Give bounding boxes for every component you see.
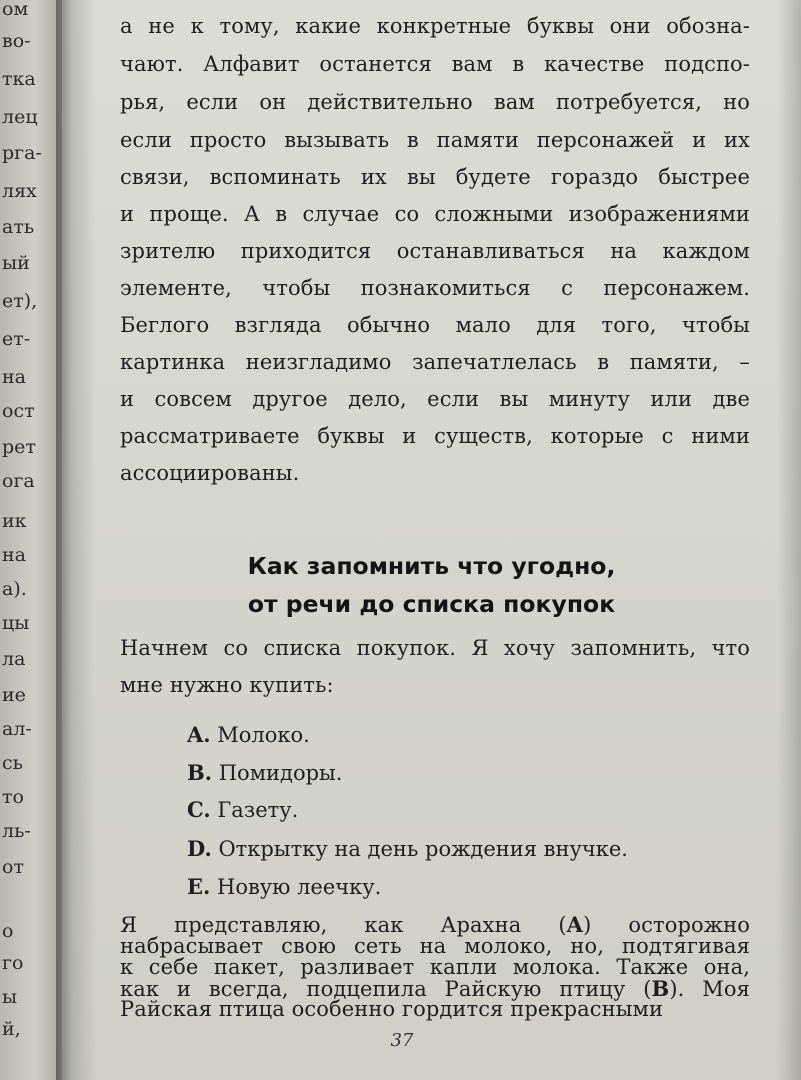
previous-page-text-fragment: ет- [2, 328, 31, 350]
list-marker: A. [187, 722, 211, 747]
text-line: а не к тому, какие конкретные буквы они обозна- [120, 14, 750, 38]
section-heading-line-2: от речи до списка покупок [247, 590, 616, 618]
previous-page-text-fragment: то [2, 786, 24, 808]
previous-page-text-fragment: тка [2, 68, 36, 90]
previous-page-text-fragment: го [2, 952, 24, 974]
text-line [120, 997, 663, 1021]
text-line: и проще. А в случае со сложными изображениями [120, 202, 750, 226]
previous-page-text-fragment: ый [2, 252, 30, 274]
bold-letter: B [651, 976, 670, 1001]
previous-page-text-fragment: цы [2, 612, 30, 634]
list-item-text: Молоко. [210, 723, 310, 747]
section-heading-line-1: Как запомнить что угодно, [247, 552, 616, 580]
previous-page-text-fragment: на [2, 366, 26, 388]
previous-page-text-fragment: ик [2, 510, 27, 532]
text-segment: как и всегда, подцепила Райскую птицу ( [120, 977, 652, 1001]
previous-page-text-fragment: ы [2, 986, 18, 1008]
previous-page-text-fragment: лях [2, 180, 37, 202]
text-segment: ). Моя [669, 977, 750, 1001]
text-line: рья, если он действительно вам потребуется, но [120, 90, 750, 114]
text-segment: к себе пакет, разливает капли молока. Также она, [120, 955, 750, 979]
previous-page-text-fragment: й, [2, 1018, 21, 1040]
list-marker: D. [187, 836, 212, 861]
text-segment: Я представляю, как Арахна ( [120, 913, 567, 937]
previous-page-text-fragment: ла [2, 648, 26, 670]
previous-page-text-fragment: рет [2, 436, 36, 458]
page-edge-shadow [777, 0, 801, 1080]
previous-page-text-fragment: лец [2, 106, 38, 128]
text-segment: набрасывает свою сеть на молоко, но, подтягивая [120, 934, 750, 958]
text-line: ассоциированы. [120, 461, 300, 485]
previous-page-text-fragment: во- [2, 30, 31, 52]
list-item-text: Открытку на день рождения внучке. [211, 837, 628, 861]
book-gutter-shadow [56, 0, 96, 1080]
text-segment: Райская птица особенно гордится прекрасными [120, 997, 664, 1021]
text-line: элементе, чтобы познакомиться с персонажем. [120, 276, 750, 300]
previous-page-text-fragment: о [2, 920, 14, 942]
previous-page-text-fragment: ать [2, 216, 35, 238]
list-marker: C. [187, 797, 211, 822]
previous-page-text-fragment: ал- [2, 718, 32, 740]
page-number: 37 [390, 1030, 414, 1051]
previous-page-text-fragment: ом [2, 0, 29, 20]
list-item [187, 836, 628, 861]
text-line: Беглого взгляда обычно мало для того, чтобы [120, 313, 750, 337]
previous-page-text-fragment: ль- [2, 820, 31, 842]
text-line: Начнем со списка покупок. Я хочу запомнить, что [120, 636, 750, 660]
text-segment: ) осторожно [583, 913, 750, 937]
list-item-text: Помидоры. [212, 761, 343, 785]
previous-page-text-fragment: на [2, 544, 26, 566]
list-marker: B. [187, 760, 213, 785]
text-line: чают. Алфавит останется вам в качестве подспо- [120, 52, 750, 76]
list-item [187, 874, 381, 899]
text-line: связи, вспоминать их вы будете гораздо быстрее [120, 165, 750, 189]
bold-letter: A [566, 912, 584, 937]
text-line: картинка неизгладимо запечатлелась в памяти, – [120, 350, 750, 374]
list-item-text: Новую леечку. [210, 875, 382, 899]
previous-page-text-fragment: а). [2, 578, 27, 600]
previous-page-text-fragment: ога [2, 470, 35, 492]
list-item [187, 722, 310, 747]
previous-page-text-fragment: ост [2, 400, 35, 422]
list-marker: E. [187, 874, 211, 899]
previous-page-text-fragment: рга- [2, 142, 42, 164]
text-line: если просто вызывать в памяти персонажей и их [120, 128, 750, 152]
previous-page-text-fragment: от [2, 856, 24, 878]
previous-page-text-fragment: сь [2, 752, 23, 774]
list-item [187, 797, 298, 822]
book-page [62, 0, 801, 1080]
previous-page-text-fragment: ие [2, 684, 26, 706]
text-line: и совсем другое дело, если вы минуту или две [120, 387, 750, 411]
previous-page-edge [0, 0, 62, 1080]
text-line: зрителю приходится останавливаться на каждом [120, 239, 750, 263]
text-line: мне нужно купить: [120, 673, 334, 697]
list-item-text: Газету. [210, 798, 299, 822]
text-line: рассматриваете буквы и существ, которые с ними [120, 424, 750, 448]
list-item [187, 760, 342, 785]
previous-page-text-fragment: ет), [2, 290, 38, 312]
